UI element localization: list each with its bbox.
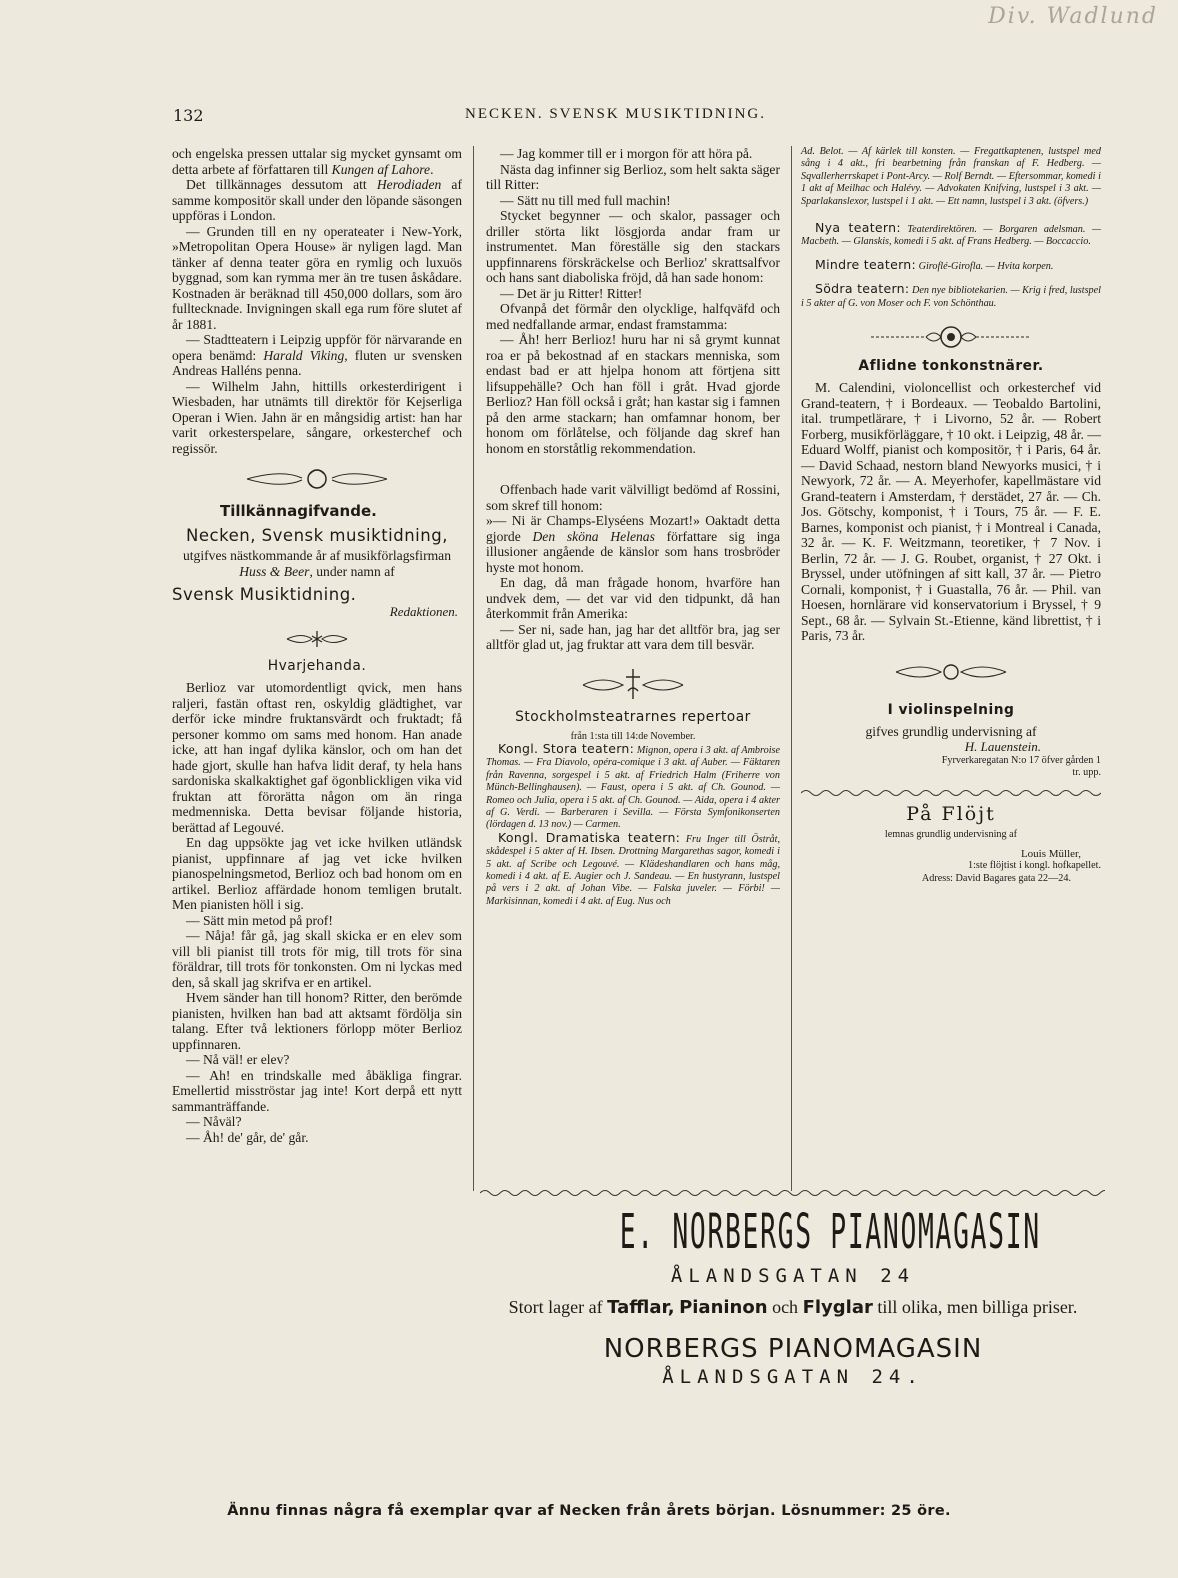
ornament-icon	[891, 658, 1011, 686]
piano-store-advertisement	[478, 1197, 1108, 1388]
article-paragraph: Ofvanpå det förmår den olycklige, halfqväfd och med nedfallande armar, endast framstamma:	[486, 301, 780, 332]
ornament-icon	[866, 324, 1036, 350]
repertoire-dates: från 1:sta till 14:de November.	[570, 730, 696, 742]
section-title-misc: Hvarjehanda.	[267, 658, 367, 674]
violin-ad-name: H. Lauenstein.	[964, 739, 1041, 755]
violin-ad-title: I violinspelning	[887, 701, 1015, 718]
article-paragraph: — Grunden till en ny operateater i New-York, »Metropolitan Opera House» är nyligen lagd. Man tänker af denna teater göra en rymlig och luxuös byggnad, som kan rymma mer än tre tusen åskådare. Kostnaden är beräknad till 450,000 dollars, som äro fulltecknade. Invigningen skall ega rum före slutet af år 1881.	[172, 223, 462, 332]
ad-store-name: NORBERGS PIANOMAGASIN	[603, 1334, 983, 1364]
article-paragraph: Hvem sänder han till honom? Ritter, den berömde pianisten, hvilken han bad att aktsamt fördölja sin talang. Efter två lektioners förlopp möter Berlioz uppfinnaren.	[172, 990, 462, 1052]
column-right	[801, 146, 1101, 885]
announcement-signature: Redaktionen.	[389, 604, 458, 619]
wavy-line-icon	[801, 788, 1101, 798]
article-paragraph: »— Ni är Champs-Elyséens Mozart!» Oaktadt detta gjorde Den sköna Helenas författare sig inga illusioner angående de känslor som hans trosbröder hyste mot honom.	[486, 513, 780, 575]
column-left	[172, 146, 462, 1145]
article-paragraph: — Wilhelm Jahn, hittills orkesterdirigent i Wiesbaden, har utnämts till direktör för Kejserliga Operan i Wien. Jahn är en mångsidig artist: han har varit orkesterspelare, sångare, orkesterchef och regissör.	[172, 378, 462, 456]
article-paragraph: Nästa dag infinner sig Berlioz, som helt sakta säger till Ritter:	[486, 161, 780, 192]
article-paragraph: — Sätt min metod på prof!	[186, 912, 333, 928]
article-paragraph: — Nåja! får gå, jag skall skicka er en elev som vill bli pianist till trots för mig, till trots för sina föräldrar, till trots för tonkonsten. Om ni lyckas med den, så skall jag skrifva er en artikel.	[172, 928, 462, 990]
column-rule-right	[791, 146, 792, 1191]
section-title-repertoire: Stockholmsteatrarnes repertoar	[515, 708, 751, 725]
article-paragraph: Stycket begynner — och skalor, passager och driller störta likt lösgjorda andar fram ur instrumentet. Man föreställe sig den stackars uppfinnarens förskräckelse och Berlioz' skrattsalfvor och hans sant diaboliska fröjd, då han sade honom:	[486, 208, 780, 285]
repertoire-sodra: Södra teatern: Den nye bibliotekarien. — Krig i fred, lustspel i 5 akter af G. von Moser och F. von Schönthau.	[801, 281, 1101, 309]
repertoire-mindre: Mindre teatern: Giroflé-Girofla. — Hvita korpen.	[815, 256, 1054, 272]
footer-notice: Ännu finnas några få exemplar qvar af Necken från årets början. Lösnummer: 25 öre.	[227, 1503, 951, 1519]
article-paragraph: — Det är ju Ritter! Ritter!	[500, 285, 643, 301]
article-paragraph: — Ah! en trindskalle med åbäkliga fingrar. Emellertid misströstar jag inte! Kort derpå ett nytt sammanträffande.	[172, 1067, 462, 1114]
article-paragraph: — Åh! de' går, de' går.	[186, 1129, 309, 1145]
ad-store-name-large: E. NORBERGS PIANOMAGASIN	[619, 1204, 1041, 1260]
announcement-body: utgifves nästkommande år af musikförlagsfirman Huss & Beer, under namn af	[182, 548, 452, 579]
article-paragraph: Berlioz var utomordentligt qvick, men hans raljeri, fastän oftast ren, oskyldig glädtighet, var derför icke mindre fruktansvärdt och fruktadt; få personer kommo om sams med honom. Han anade icke, att han ingaf dylika känslor, och om han det hade gjort, skulle han hafva lidit deraf, ty hela hans sardoniska skalkaktighet gaf ögonblickligen vika vid fruktan att förorätta någon om än ringa medmenniska. Detta bevisar följande historia, berättad af Legouvé.	[172, 680, 462, 835]
repertoire-continued: Ad. Belot. — Af kärlek till konsten. — Fregattkaptenen, lustspel med sång i 4 akt., fri bearbetning från franskan af F. Hedberg. — Sqvallerherrskapet i Pont-Arcy. — Rolf Berndt. — Eftersommar, komedi i 1 akt af Meilhac och Halévy. — Advokaten Knifving, lustspel i 3 akt. — Sparlakanslexor, lustspel i 1 akt. — Ett namn, lustspel i 3 akt. (öfvers.)	[801, 146, 1101, 207]
flute-ad-body: lemnas grundlig undervisning af	[884, 829, 1018, 841]
article-paragraph: En dag, då man frågade honom, hvarföre han undvek dem, — det var vid den tidpunkt, då han återkommit från Amerika:	[486, 575, 780, 621]
flute-ad-address: Adress: David Bagares gata 22—24.	[921, 872, 1071, 884]
article-paragraph: En dag uppsökte jag vet icke hvilken utländsk pianist, uppfinnare af jag vet icke hvilken pianospelningsmetod, Berlioz och bad honom om en artikel. Berlioz affärdade honom temligen brutalt. Men pianisten höll i sig.	[172, 835, 462, 912]
announcement-name: Necken, Svensk musiktidning,	[186, 526, 448, 545]
article-paragraph: och engelska pressen uttalar sig mycket gynsamt om detta arbete af författaren till Kungen af Lahore.	[172, 146, 462, 177]
ornament-icon	[242, 464, 392, 494]
flute-ad-role: 1:ste flöjtist i kongl. hofkapellet.	[968, 860, 1101, 872]
article-paragraph: — Nå väl! er elev?	[186, 1052, 290, 1067]
obituary-text: M. Calendini, violoncellist och orkesterchef vid Grand-teatern, † i Bordeaux. — Teobaldo Bartolini, ital. trumpetlärare, † i Livorno, 52 år. — Robert Forberg, musikförläggare, † 10 okt. i Leipzig, 48 år. — Eduard Wolff, pianist och kompositör, † i Paris, 64 år. — David Schaad, nestorn bland Newyorks musici, † i Newyork, 72 år. — A. Meyerhofer, kapellmästare vid Grand-teatern i Amsterdam, † derstädet, 27 år. — Ch. Jos. Götschy, komponist, † i Tours, 75 år. — F. E. Barnes, komponist och pianist, † i Montreal i Canada, 32 år. — K. F. Weitzmann, teoretiker, † 7 Nov. i Berlin, 72 år. — J. G. Roubet, organist, † 27 Okt. i Bryssel, under utöfningen af sitt kall, 37 år. — Pietro Cornali, komponist, † i Guastalla, 76 år. — Phil. van Hoesen, hornlärare vid konservatorium i Bryssel, † 9 Sept., 68 år. — Sylvain St.-Etienne, känd librettist, † i Paris, 73 år.	[801, 380, 1101, 644]
announcement-new-name: Svensk Musiktidning.	[172, 585, 357, 604]
wavy-divider	[801, 785, 1101, 797]
article-paragraph: — Stadtteatern i Leipzig uppför för närvarande en opera benämd: Harald Viking, fluten ur svensken Andreas Halléns penna.	[172, 332, 462, 378]
repertoire-dramatic-theatre: Kongl. Dramatiska teatern: Fru Inger till Östråt, skådespel i 5 akter af H. Ibsen. Drottning Margarethas sagor, komedi i 5 akt. af Scribe och Legouvé. — Klädeshandlaren och hans måg, komedi i 4 akt. af E. Augier och J. Sandeau. — En hustyrann, lustspel på vers i 2 akt. af Johan Vibe. — Falska juveler. — Förbi! — Markisinnan, komedi i 4 akt. af Eug. Nus och	[486, 829, 780, 907]
flute-ad-name: Louis Müller,	[1020, 847, 1081, 860]
handwritten-note: Div. Wadlund	[988, 4, 1158, 29]
announcement-title: Tillkännagifvande.	[220, 502, 377, 520]
small-ornament-icon	[282, 628, 352, 650]
section-title-obituary: Aflidne tonkonstnärer.	[858, 358, 1044, 375]
ad-stock-text: Stort lager af Tafflar, Pianinon och Flyglar till olika, men billiga priser.	[508, 1297, 1078, 1318]
running-head: NECKEN. SVENSK MUSIKTIDNING.	[465, 106, 766, 122]
ornament-icon	[578, 667, 688, 701]
article-paragraph: — Sätt nu till med full machin!	[500, 192, 671, 208]
article-paragraph: — Jag kommer till er i morgon för att höra på.	[500, 146, 753, 161]
article-paragraph: Det tillkännages dessutom att Herodiaden af samme kompositör skall under den löpande säsongen uppföras i London.	[172, 177, 462, 223]
column-rule-left	[473, 146, 474, 1191]
article-paragraph: — Åh! herr Berlioz! huru har ni så grymt kunnat roa er på bekostnad af en stackars menniska, som endast bad er att hjelpa honom att förtjena sitt lifsuppehälle? Och han föll i gråt. Hvad gjorde Berlioz? Han föll också i gråt; han kastar sig i famnen på den arme stackarn; han omfamnar honom, ber honom om förlåtelse, och följande dag skref han honom en storståtlig rekommendation.	[486, 332, 780, 456]
repertoire-royal-opera: Kongl. Stora teatern: Mignon, opera i 3 akt. af Ambroise Thomas. — Fra Diavolo, opéra-comique i 3 akt. af Auber. — Fäktaren från Ravenna, sorgespel i 5 akt. af Friedrich Halm (Friherre von Münch-Bellinghausen). — Faust, opera i 5 akt. af Ch. Gounod. — Romeo och Julia, opera i 5 akt. af Ch. Gounod. — Aida, opera i 4 akter af G. Verdi. — Barberaren i Sevilla. — Första Symfonikonserten (lördagen d. 13 nov.) — Carmen.	[486, 740, 781, 831]
page-header	[0, 106, 1178, 130]
article-paragraph: — Nåväl?	[186, 1114, 242, 1129]
article-paragraph: — Ser ni, sade han, jag har det alltför bra, jag ser alltför glad ut, jag fruktar att vara dem till besvär.	[486, 621, 780, 652]
ad-street-address: ÅLANDSGATAN 24	[670, 1265, 916, 1287]
violin-ad-body: gifves grundlig undervisning af	[865, 723, 1037, 739]
violin-ad-address: Fyrverkaregatan N:o 17 öfver gården 1 tr. upp.	[941, 754, 1101, 778]
repertoire-nya: Nya teatern: Teaterdirektören. — Borgaren adelsman. — Macbeth. — Glanskis, komedi i 5 akt. af Frans Hedberg. — Boccaccio.	[801, 220, 1101, 248]
article-paragraph: Offenbach hade varit välvilligt bedömd af Rossini, som skref till honom:	[486, 482, 780, 513]
column-middle	[486, 146, 780, 908]
ad-street-address-2: ÅLANDSGATAN 24.	[662, 1366, 924, 1388]
flute-ad-title: På Flöjt	[906, 803, 996, 826]
page-number: 132	[173, 106, 204, 125]
